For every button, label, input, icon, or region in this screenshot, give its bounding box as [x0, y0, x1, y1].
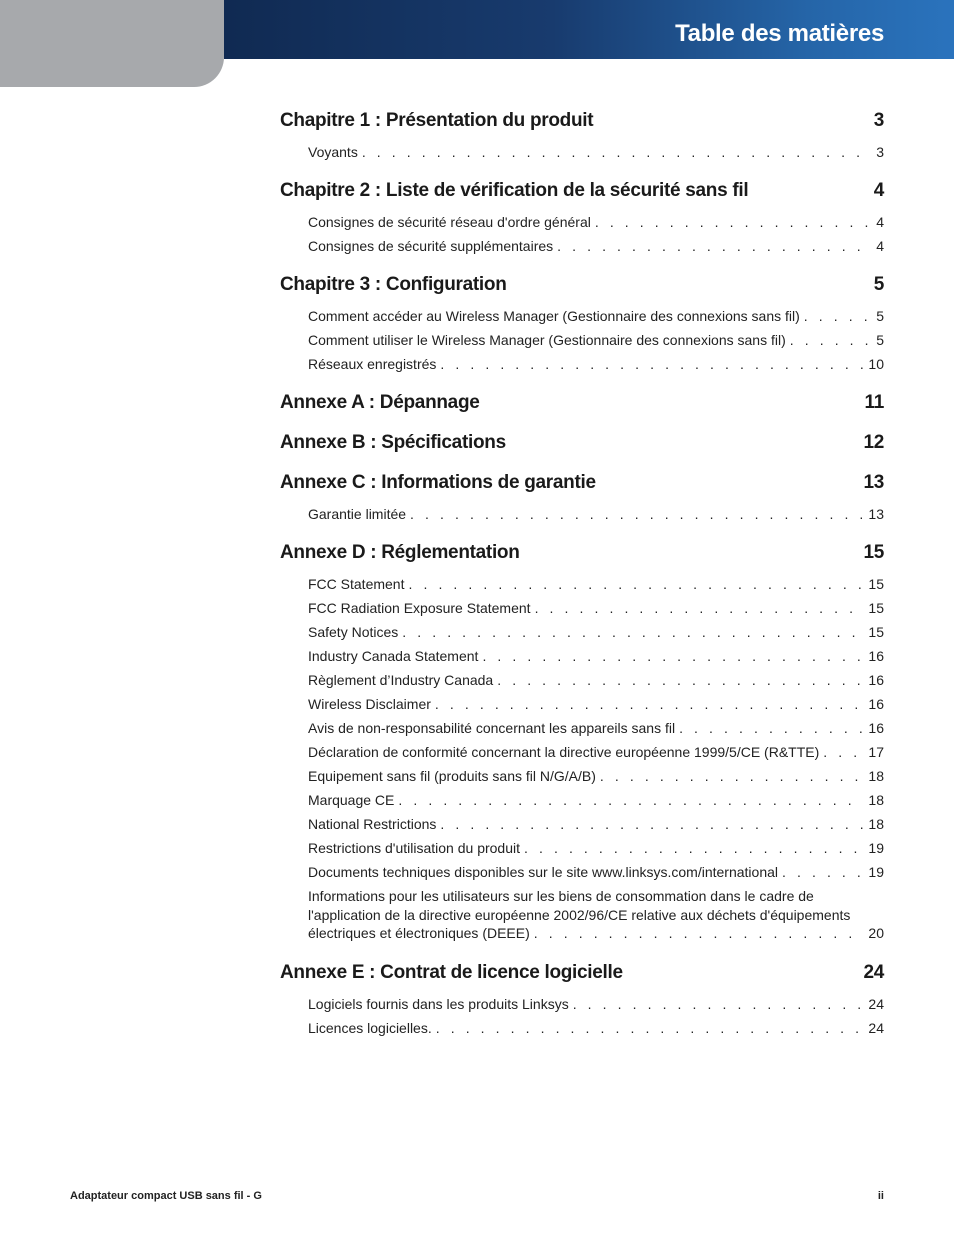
chapter-title: Chapitre 1 : Présentation du produit [280, 110, 594, 131]
entry-page: 16 [868, 720, 884, 736]
chapter-page: 24 [863, 961, 884, 983]
entry-label: Règlement d’Industry Canada [308, 672, 494, 688]
entry-label: Comment utiliser le Wireless Manager (Gestionnaire des connexions sans fil) [308, 332, 786, 348]
chapter-page: 5 [873, 274, 884, 295]
entry-label: FCC Statement [308, 576, 405, 592]
footer-product-name: Adaptateur compact USB sans fil - G [70, 1190, 262, 1202]
entry-page: 16 [868, 696, 884, 712]
toc-entry[interactable] [308, 596, 884, 620]
chapter-page: 4 [873, 180, 884, 201]
entry-page: 4 [876, 214, 884, 230]
toc-entry[interactable] [308, 502, 884, 526]
entry-page: 13 [868, 506, 884, 522]
entry-label: Comment accéder au Wireless Manager (Gestionnaire des connexions sans fil) [308, 308, 800, 324]
entry-page: 15 [868, 624, 884, 640]
toc-entry[interactable] [308, 716, 884, 740]
entry-label: Consignes de sécurité réseau d'ordre général [308, 214, 591, 230]
dot-leader [435, 695, 865, 713]
entry-page: 18 [868, 816, 884, 832]
toc-annex-b[interactable] [280, 430, 884, 456]
toc-entry[interactable] [308, 788, 884, 812]
dot-leader [436, 1019, 865, 1037]
entry-page: 17 [868, 744, 884, 760]
entry-page: 24 [868, 1019, 884, 1036]
dot-leader [600, 767, 865, 785]
toc-entry[interactable] [308, 210, 884, 234]
dot-leader [482, 647, 864, 665]
entry-label: Déclaration de conformité concernant la directive européenne 1999/5/CE (R&TTE) [308, 744, 820, 760]
toc-chapter-2[interactable] [280, 178, 884, 204]
dot-leader [440, 355, 864, 373]
toc-entry[interactable] [308, 304, 884, 328]
chapter-title: Annexe A : Dépannage [280, 392, 480, 413]
toc-annex-c[interactable] [280, 470, 884, 496]
toc-entry[interactable] [308, 812, 884, 836]
chapter-title: Annexe C : Informations de garantie [280, 472, 596, 493]
toc-entry[interactable] [308, 328, 884, 352]
dot-leader [535, 599, 865, 617]
dot-leader [402, 623, 864, 641]
entry-page: 19 [868, 840, 884, 856]
toc-entry[interactable] [308, 140, 884, 164]
chapter-page: 12 [863, 432, 884, 453]
chapter-title: Annexe E : Contrat de licence logicielle [280, 961, 623, 983]
entry-label: Safety Notices [308, 624, 399, 640]
toc-annex-e[interactable] [280, 960, 884, 986]
entry-label: Voyants [308, 144, 358, 160]
entry-label: Restrictions d'utilisation du produit [308, 840, 521, 856]
toc-annex-d[interactable] [280, 540, 884, 566]
entry-page: 15 [868, 600, 884, 616]
entry-label: Réseaux enregistrés [308, 356, 437, 372]
entry-page: 15 [868, 576, 884, 592]
toc-entry[interactable] [308, 764, 884, 788]
entry-label-line: l'application de la directive européenne 2002/96/CE relative aux déchets d'équipements [308, 906, 851, 923]
dot-leader [362, 143, 872, 161]
entry-page: 3 [876, 144, 884, 160]
chapter-page: 11 [864, 392, 884, 413]
table-of-contents [280, 108, 884, 1040]
dot-leader [410, 505, 864, 523]
dot-leader [782, 863, 864, 881]
entry-page: 5 [876, 308, 884, 324]
dot-leader [497, 671, 864, 689]
entry-page: 16 [868, 672, 884, 688]
footer-page-number: ii [877, 1190, 884, 1202]
toc-entry[interactable] [308, 1016, 884, 1040]
entry-label: National Restrictions [308, 816, 437, 832]
chapter-title: Annexe D : Réglementation [280, 542, 520, 563]
page-title: Table des matières [675, 20, 884, 47]
entry-label: FCC Radiation Exposure Statement [308, 600, 531, 616]
toc-entry[interactable] [308, 234, 884, 258]
toc-entry[interactable] [308, 860, 884, 884]
entry-label: Industry Canada Statement [308, 648, 479, 664]
dot-leader [790, 331, 872, 349]
entry-page: 18 [868, 768, 884, 784]
entry-page: 18 [868, 792, 884, 808]
toc-chapter-1[interactable] [280, 108, 884, 134]
dot-leader [534, 924, 865, 943]
entry-page: 10 [868, 356, 884, 372]
entry-label: Wireless Disclaimer [308, 696, 431, 712]
entry-label: Consignes de sécurité supplémentaires [308, 238, 554, 254]
chapter-page: 13 [863, 472, 884, 493]
chapter-title: Chapitre 3 : Configuration [280, 274, 507, 295]
dot-leader [408, 575, 864, 593]
toc-entry[interactable] [308, 572, 884, 596]
toc-entry[interactable] [308, 352, 884, 376]
dot-leader [679, 719, 864, 737]
toc-entry[interactable] [308, 836, 884, 860]
dot-leader [524, 839, 864, 857]
entry-page: 24 [868, 995, 884, 1012]
entry-label: Garantie limitée [308, 506, 407, 522]
toc-entry[interactable] [308, 740, 884, 764]
entry-label-line: électriques et électroniques (DEEE) [308, 925, 530, 941]
dot-leader [595, 213, 872, 231]
entry-page: 4 [876, 238, 884, 254]
entry-label: Logiciels fournis dans les produits Linksys [308, 995, 569, 1012]
toc-entry[interactable] [308, 992, 884, 1016]
toc-entry[interactable] [308, 620, 884, 644]
dot-leader [557, 237, 872, 255]
entry-label: Equipement sans fil (produits sans fil N/G/A/B) [308, 768, 596, 784]
dot-leader [398, 791, 864, 809]
toc-entry[interactable] [308, 644, 884, 668]
chapter-page: 3 [873, 110, 884, 131]
chapter-title: Annexe B : Spécifications [280, 432, 506, 453]
entry-page: 19 [868, 864, 884, 880]
chapter-title: Chapitre 2 : Liste de vérification de la sécurité sans fil [280, 180, 749, 201]
header-band [224, 0, 954, 59]
entry-label: Licences logicielles. [308, 1019, 432, 1036]
dot-leader [573, 995, 865, 1013]
dot-leader [823, 743, 864, 761]
entry-label: Avis de non-responsabilité concernant les appareils sans fil [308, 720, 676, 736]
toc-entry[interactable] [308, 668, 884, 692]
toc-entry-multiline[interactable] [308, 884, 884, 946]
header-gray-tab [0, 0, 224, 87]
toc-entry[interactable] [308, 692, 884, 716]
dot-leader [804, 307, 872, 325]
dot-leader [440, 815, 864, 833]
entry-page: 5 [876, 332, 884, 348]
chapter-page: 15 [863, 542, 884, 563]
entry-page: 20 [868, 925, 884, 941]
entry-label: Documents techniques disponibles sur le site www.linksys.com/international [308, 864, 778, 880]
toc-annex-a[interactable] [280, 390, 884, 416]
entry-label: Marquage CE [308, 792, 395, 808]
entry-label-line: Informations pour les utilisateurs sur les biens de consommation dans le cadre de [308, 888, 814, 904]
toc-chapter-3[interactable] [280, 272, 884, 298]
entry-page: 16 [868, 648, 884, 664]
